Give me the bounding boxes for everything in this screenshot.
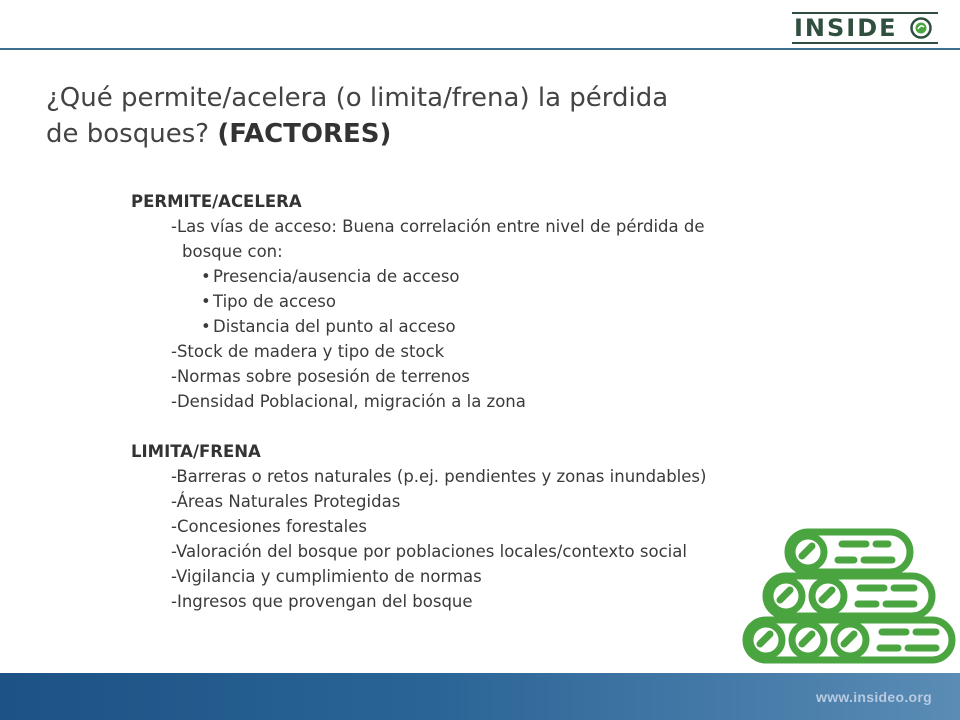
bullet-dot-icon: •	[201, 317, 211, 336]
limita-item: -Áreas Naturales Protegidas	[171, 492, 401, 511]
limita-item: -Valoración del bosque por poblaciones locales/contexto social	[171, 542, 687, 561]
heading-permite: PERMITE/ACELERA	[131, 192, 302, 211]
permite-item-access-cont: bosque con:	[182, 242, 283, 261]
bullet-dot-icon: •	[201, 292, 211, 311]
permite-item: -Stock de madera y tipo de stock	[171, 342, 445, 361]
permite-item: -Normas sobre posesión de terrenos	[171, 367, 470, 386]
logo-text: INSIDE	[794, 14, 898, 42]
permite-bullet	[131, 314, 751, 339]
limita-item: -Barreras o retos naturales (p.ej. pendientes y zonas inundables)	[171, 467, 707, 486]
slide-title	[46, 80, 766, 152]
permite-bullet	[131, 264, 751, 289]
bullet-text: Tipo de acceso	[213, 292, 336, 311]
title-bold-factores: (FACTORES)	[217, 119, 392, 149]
heading-limita: LIMITA/FRENA	[131, 442, 261, 461]
insideo-logo	[792, 12, 938, 44]
title-line-2	[46, 116, 766, 152]
header-divider	[0, 48, 960, 50]
limita-item: -Vigilancia y cumplimiento de normas	[171, 567, 482, 586]
title-line-2-text: de bosques?	[46, 119, 218, 149]
limita-item: -Ingresos que provengan del bosque	[171, 592, 473, 611]
permite-item: -Densidad Poblacional, migración a la zona	[171, 392, 526, 411]
limita-item: -Concesiones forestales	[171, 517, 367, 536]
stacked-logs-icon	[742, 528, 956, 664]
slide-content	[131, 189, 751, 614]
permite-item-access: -Las vías de acceso: Buena correlación entre nivel de pérdida de	[171, 217, 705, 236]
logo-o-icon	[910, 17, 932, 39]
logo-bottom-rule	[792, 42, 938, 44]
bullet-text: Distancia del punto al acceso	[213, 317, 456, 336]
bullet-dot-icon: •	[201, 267, 211, 286]
bullet-text: Presencia/ausencia de acceso	[213, 267, 460, 286]
footer-url: www.insideo.org	[816, 689, 932, 705]
footer-bar	[0, 673, 960, 720]
section-spacer	[131, 414, 751, 439]
permite-bullet	[131, 289, 751, 314]
title-line-1: ¿Qué permite/acelera (o limita/frena) la pérdida	[46, 83, 669, 113]
